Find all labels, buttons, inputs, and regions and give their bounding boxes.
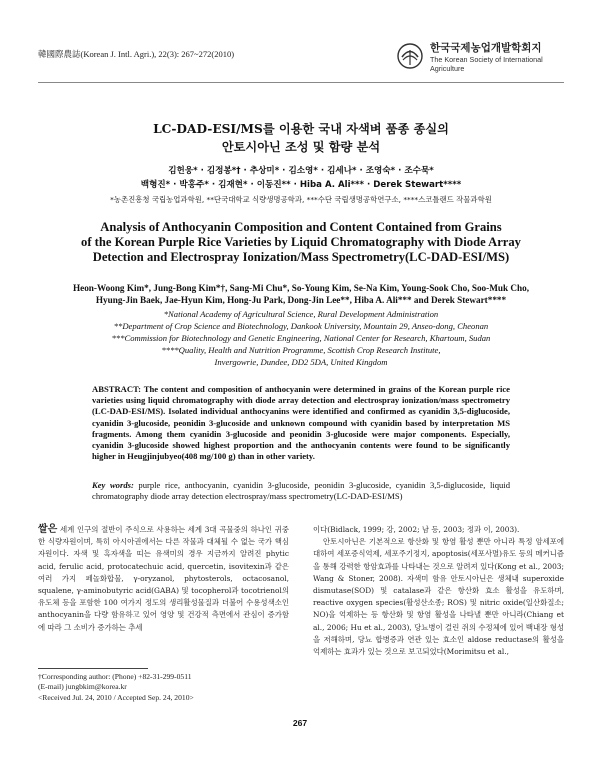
footnote-corresponding-author: †Corresponding author: (Phone) +82-31-299-0511	[38, 672, 192, 681]
society-logo-icon	[396, 42, 424, 70]
korean-title	[38, 120, 564, 156]
footnote	[38, 672, 289, 703]
korean-authors-line-1: 김헌웅* · 김정봉*† · 추상미* · 김소영* · 김세나* · 조영숙* · 조수묵*	[168, 166, 434, 176]
footnote-received-dates: <Received Jul. 24, 2010 / Accepted Sep. 24, 2010>	[38, 692, 194, 702]
korean-title-line-2: 안토시아닌 조성 및 함량 분석	[221, 140, 381, 154]
journal-reference: 韓國際農誌(Korean J. Intl. Agri.), 22(3): 267~272(2010)	[38, 49, 235, 59]
affiliation-5: Invergowrie, Dundee, DD2 5DA, United Kingdom	[214, 357, 388, 367]
society-name-english: The Korean Society of International Agriculture	[430, 55, 543, 73]
affiliation-4: ****Quality, Health and Nutrition Programme, Scottish Crop Research Institute,	[161, 345, 441, 355]
english-title-line-3: Detection and Electrospray Ionization/Mass Spectrometry(LC-DAD-ESI/MS)	[92, 250, 510, 264]
english-authors	[38, 282, 564, 306]
english-title-line-2: of the Korean Purple Rice Varieties by Liquid Chromatography with Diode Array	[81, 235, 521, 249]
abstract-label: ABSTRACT:	[92, 384, 142, 394]
english-authors-line-1: Heon-Woong Kim*, Jung-Bong Kim*†, Sang-Mi Chu*, So-Young Kim, Se-Na Kim, Young-Sook Cho, Soo-Muk Cho,	[72, 283, 530, 293]
affiliation-1: *National Academy of Agricultural Science, Rural Development Administration	[163, 309, 439, 319]
korean-title-line-1: LC-DAD-ESI/MS를 이용한 국내 자색벼 품종 종실의	[153, 122, 449, 136]
korean-authors-line-2: 백형진* · 박홍주* · 김재현* · 이동진** · Hiba A. Ali*** · Derek Stewart****	[140, 180, 462, 190]
header-divider	[38, 82, 564, 83]
english-authors-line-2: Hyung-Jin Baek, Jae-Hyun Kim, Hong-Ju Park, Dong-Jin Lee**, Hiba A. Ali*** and Derek Stewart****	[95, 295, 507, 305]
body-column-left	[38, 524, 289, 634]
body-left-text: 세계 인구의 절반이 주식으로 사용하는 세계 3대 곡물중의 하나인 귀중한 식량자원이며, 특히 아시아권에서는 다른 작물과 대체될 수 없는 국가 핵심 자원이다. 자색 및 흑자색을 띠는 유색미의 경우 지금까지 알려진 phytic acid, ferulic acid, protocatechuic acid, quercetin, isovitexin과 같은 여러 가지 페놀화합물, γ-oryzanol, phytosterols, octacosanol, squalene, γ-aminobutyric acid(GABA) 및 tocopherol과 tocotrienol의 유도체 등을 포함한 100 여가지 정도의 생리활성물질과 더불어 수용성색소인 anthocyanin을 다량 함유하고 있어 영양 및 건강적 측면에서 관심이 증가함에 따라 그 소비가 증가하는 추세	[38, 525, 289, 632]
body-right-paragraph-2: 안토시아닌은 기본적으로 항산화 및 항염 활성 뿐만 아니라 특정 암세포에 대하여 세포증식억제, 세포주기정지, apoptosis(세포사멸)유도 등의 메커니즘을 통해 강력한 항암효과를 나타내는 것으로 알려져 있다(Kong et al., 2003; Wang & Stoner, 2008). 자색미 함유 안토시아닌은 생체내 superoxide dismutase(SOD) 및 catalase과 같은 항산화 효소 활성을 유도하며, reactive oxygen species(활성산소종; ROS) 및 nitric oxide(일산화질소; NO)을 억제하는 등 항산화 및 항염 활성을 나타낼 뿐만 아니라(Chiang et al., 2006; Hu et al., 2003), 당뇨병이 걸린 쥐의 수정체에 있어 백내장 형성을 저해하며, 당뇨 합병증과 연관 있는 효소인 aldose reductase의 활성을 억제하는 효과가 있는 것으로 보고되었다(Morimitsu et al.,	[313, 537, 564, 657]
body-paragraph	[38, 524, 289, 634]
keywords-text: purple rice, anthocyanin, cyanidin 3-glucoside, peonidin 3-glucoside, cyanidin 3,5-diglucoside, liquid chromatography diode array detection electrospray/mass spectrometry(LC-DAD-ESI/MS)	[92, 480, 510, 502]
english-title-line-1: Analysis of Anthocyanin Composition and Content Contained from Grains	[100, 220, 502, 234]
keywords	[92, 480, 510, 502]
footnote-divider	[38, 668, 148, 669]
english-title	[38, 220, 564, 265]
page-number: 267	[292, 718, 308, 728]
abstract	[92, 384, 510, 462]
keywords-label: Key words:	[92, 480, 134, 490]
society-block	[396, 40, 566, 80]
body-column-right	[313, 524, 564, 658]
affiliation-2: **Department of Crop Science and Biotechnology, Dankook University, Mountain 29, Anseo-dong, Cheonan	[113, 321, 489, 331]
english-affiliations	[38, 308, 564, 368]
korean-affiliations: *농촌진흥청 국립농업과학원, **단국대학교 식량생명공학과, ***수단 국립생명공학연구소, ****스코틀랜드 작물과학원	[110, 195, 492, 204]
korean-authors	[38, 164, 564, 192]
abstract-text: The content and composition of anthocyanin were determined in grains of the Korean purple rice varieties using liquid chromatography with diode array detection and electrospray ionization/mass spectrometry (LC-DAD-ESI/MS). Isolated individual anthocyanins were identified and confirmed as cyanidin 3,5-diglucoside, cyanidin 3-glucoside, peonidin 3-glucoside and unknown compound with cyanidin based by interpretation MS fragments. Among them cyanidin 3-glucoside and peonidin 3-glucoside were major components. Especially, cyanidin 3-glucoside showed highest proportion and the anthocyanin contents were found to be significantly higher in Heugjinjubyeo(408 mg/100 g) than in other variety.	[92, 384, 510, 462]
affiliation-3: ***Commission for Biotechnology and Genetic Engineering, National Center for Research, Khartoum, Sudan	[111, 333, 491, 343]
body-right-paragraph-1: 이다(Bidlack, 1999; 강, 2002; 남 등, 2003; 정과 이, 2003).	[313, 525, 520, 534]
footnote-email: (E-mail) jungbkim@korea.kr	[38, 682, 127, 692]
lead-word: 쌀은	[38, 524, 58, 535]
society-name-korean: 한국국제농업개발학회지	[430, 42, 542, 54]
